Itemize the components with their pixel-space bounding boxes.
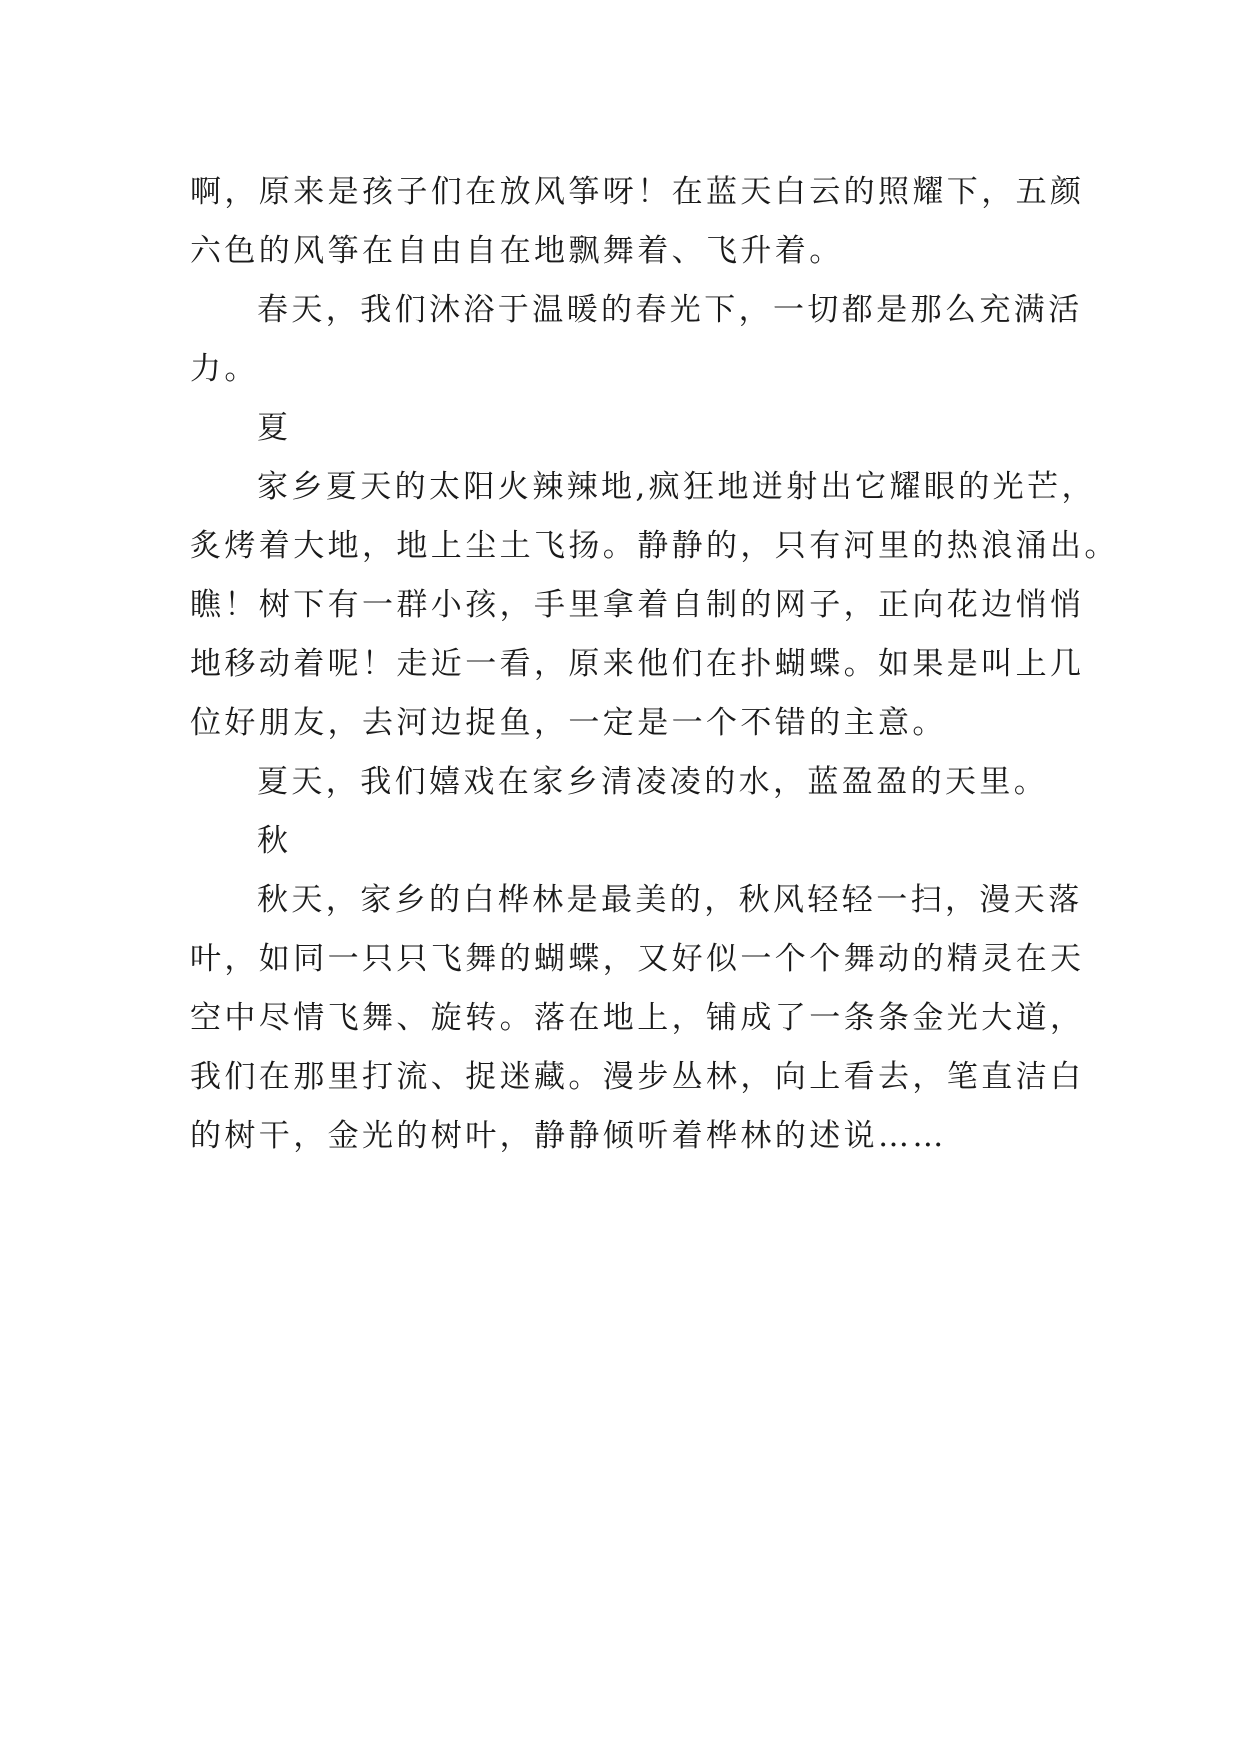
paragraph-line: 秋天，家乡的白桦林是最美的，秋风轻轻一扫，漫天落 <box>257 882 1083 918</box>
section-heading-summer: 夏 <box>257 410 292 446</box>
text-line: 的树干，金光的树叶，静静倾听着桦林的述说…… <box>190 1118 947 1154</box>
text-line: 炙烤着大地，地上尘土飞扬。静静的，只有河里的热浪涌出。 <box>190 528 1119 564</box>
text-line: 空中尽情飞舞、旋转。落在地上，铺成了一条条金光大道， <box>190 1000 1085 1036</box>
essay-body <box>190 163 1119 1166</box>
paragraph-line: 家乡夏天的太阳火辣辣地,疯狂地迸射出它耀眼的光芒， <box>257 469 1096 505</box>
text-line: 力。 <box>190 351 259 387</box>
section-heading-autumn: 秋 <box>257 823 292 859</box>
paragraph-line: 夏天，我们嬉戏在家乡清凌凌的水，蓝盈盈的天里。 <box>257 764 1049 800</box>
text-line: 啊，原来是孩子们在放风筝呀！在蓝天白云的照耀下，五颜 <box>190 174 1085 210</box>
text-line: 叶，如同一只只飞舞的蝴蝶，又好似一个个舞动的精灵在天 <box>190 941 1085 977</box>
text-line: 瞧！树下有一群小孩，手里拿着自制的网子，正向花边悄悄 <box>190 587 1085 623</box>
paragraph-line: 春天，我们沐浴于温暖的春光下，一切都是那么充满活 <box>257 292 1083 328</box>
text-line: 我们在那里打流、捉迷藏。漫步丛林，向上看去，笔直洁白 <box>190 1059 1085 1095</box>
text-line: 六色的风筝在自由自在地飘舞着、飞升着。 <box>190 233 844 269</box>
text-line: 地移动着呢！走近一看，原来他们在扑蝴蝶。如果是叫上几 <box>190 646 1085 682</box>
text-line: 位好朋友，去河边捉鱼，一定是一个不错的主意。 <box>190 705 947 741</box>
